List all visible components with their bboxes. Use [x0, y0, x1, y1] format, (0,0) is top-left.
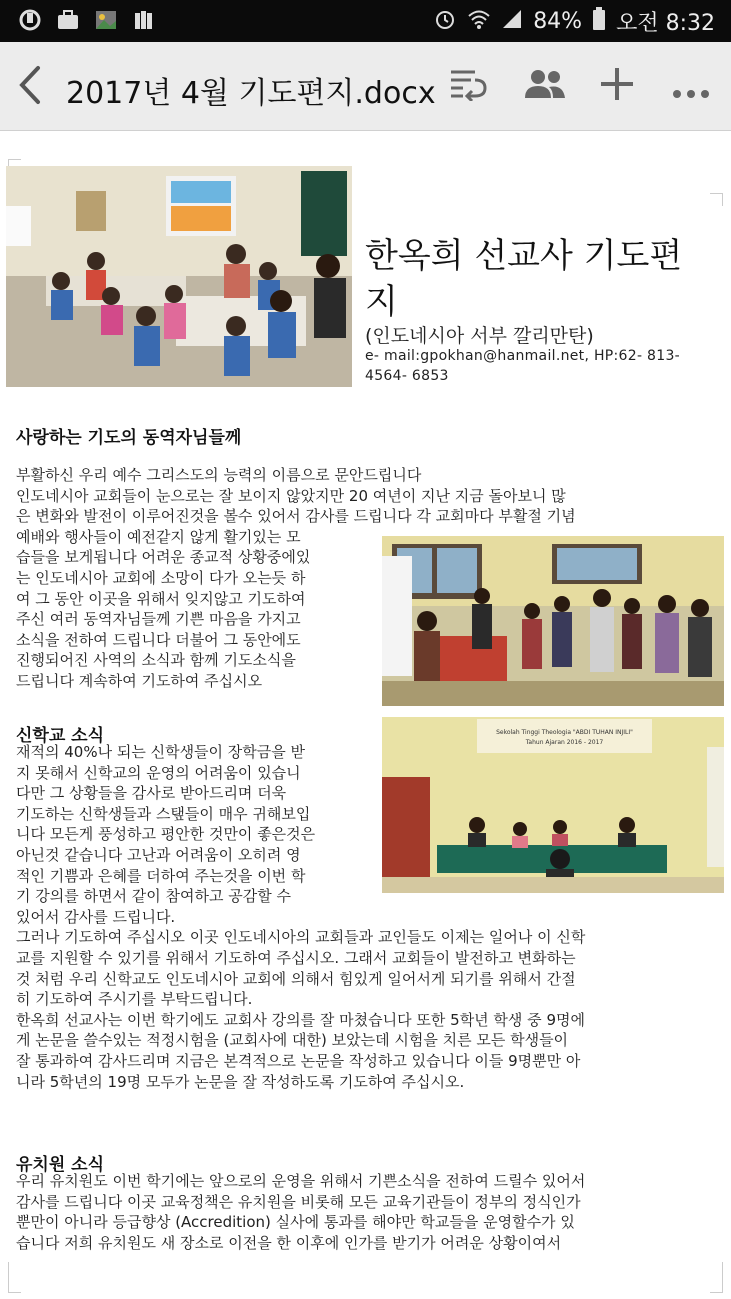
- document-title: 2017년 4월 기도편지.docx: [66, 76, 436, 111]
- text-line: 부활하신 우리 예수 그리스도의 능력의 이름으로 문안드립니다: [16, 466, 422, 484]
- kindergarten-classroom-photo: [6, 166, 352, 387]
- text-line: 은 변화와 발전이 이루어진것을 볼수 있어서 감사를 드립니다 각 교회마다 부활절 기념: [16, 507, 576, 526]
- text-line: 여 그 동안 이곳을 위해서 잊지않고 기도하여: [16, 589, 306, 608]
- text-line: 잘 통과하여 감사드리며 지금은 본격적으로 논문을 작성하고 있습니다 이들 9명뿐만 아: [16, 1051, 581, 1070]
- document-page[interactable]: [0, 131, 731, 1299]
- share-people-button[interactable]: [523, 68, 563, 109]
- text-line: 뿐만이 아니라 등급향상 (Accredition) 실사에 통과를 해야만 학교들을 운영할수가 있: [16, 1213, 575, 1232]
- plus-icon: [599, 66, 635, 102]
- text-line: 기 강의를 하면서 같이 참여하고 공감할 수: [16, 887, 291, 906]
- greeting-heading: 사랑하는 기도의 동역자님들께: [16, 428, 242, 448]
- briefcase-icon: [56, 9, 80, 31]
- seminary-paragraph: [16, 742, 716, 1092]
- text-line: 인도네시아 교회들이 눈으로는 잘 보이지 않았지만 20 여년이 지난 지금 돌아보니 많: [16, 486, 566, 505]
- text-line: 적인 기쁨과 은혜를 더하여 주는것을 이번 학: [16, 866, 306, 885]
- kindergarten-paragraph: [16, 1171, 716, 1253]
- text-line: 지 못해서 신학교의 운영의 어려움이 있습니: [16, 763, 301, 782]
- text-line: 니다 모든게 풍성하고 평안한 것만이 좋은것은: [16, 825, 316, 844]
- app-notification-icon: [18, 9, 42, 31]
- app-bar: [0, 42, 731, 131]
- text-line: 아닌것 같습니다 고난과 어려움이 오히려 영: [16, 845, 301, 864]
- documents-icon: [132, 9, 156, 31]
- text-line: 습니다 저희 유치원도 새 장소로 이전을 한 이후에 인가를 받기가 어려운 상황이여서: [16, 1233, 562, 1252]
- alarm-icon: [433, 7, 457, 37]
- text-line: 교를 지원할 수 있기를 위해서 기도하여 주십시오. 그래서 교회들이 발전하고 변화하는: [16, 948, 576, 967]
- clock: 오전 8:32: [616, 11, 715, 36]
- back-arrow-icon: [14, 64, 44, 106]
- text-line: 는 인도네시아 교회에 소망이 다가 오는듯 하: [16, 568, 306, 587]
- page-corner-mark: [8, 1262, 21, 1293]
- signal-icon: [501, 8, 523, 36]
- text-line: 드립니다 계속하여 기도하여 주십시오: [16, 671, 263, 690]
- text-line: 다만 그 상황들을 감사로 받아드리며 더욱: [16, 784, 287, 803]
- seminary-heading: 신학교 소식: [16, 726, 105, 746]
- text-line: 니라 5학년의 19명 모두가 논문을 잘 작성하도록 기도하여 주십시오.: [16, 1072, 465, 1091]
- back-button[interactable]: [14, 64, 44, 113]
- text-line: 히 기도하여 주시기를 부탁드립니다.: [16, 990, 253, 1009]
- text-line: 재적의 40%나 되는 신학생들이 장학금을 받: [16, 743, 306, 761]
- text-line: 기도하는 신학생들과 스탶들이 매우 귀해보입: [16, 804, 311, 823]
- battery-icon: [592, 7, 606, 37]
- gallery-icon: [94, 9, 118, 31]
- add-button[interactable]: [597, 66, 637, 111]
- text-line: 그러나 기도하여 주십시오 이곳 인도네시아의 교회들과 교인들도 이제는 일어나 이 신학: [16, 928, 586, 947]
- page-corner-mark: [710, 1262, 723, 1293]
- status-bar: [0, 0, 731, 42]
- text-line: 습들을 보게됩니다 어려운 종교적 상황중에있: [16, 548, 311, 567]
- contact-info: e- mail:gpokhan@hanmail.net, HP:62- 813- 4564- 6853: [365, 348, 681, 384]
- text-line: 예배와 행사들이 예전같지 않게 활기있는 모: [16, 527, 301, 546]
- photo-banner-text: Sekolah Tinggi Theologia "ABDI TUHAN INJILI": [496, 729, 633, 736]
- text-line: 우리 유치원도 이번 학기에는 앞으로의 운영을 위해서 기쁜소식을 전하여 드릴수 있어서: [16, 1172, 586, 1190]
- text-line: 주신 여러 동역자님들께 기쁜 마음을 가지고: [16, 610, 301, 629]
- church-service-photo: [382, 536, 724, 706]
- kindergarten-heading: 유치원 소식: [16, 1155, 105, 1175]
- reflow-icon: [449, 67, 489, 101]
- reflow-view-button[interactable]: [449, 67, 489, 110]
- more-options-button[interactable]: [671, 69, 711, 109]
- more-dots-icon: [671, 88, 711, 100]
- people-icon: [523, 68, 567, 100]
- text-line: 것 처럼 우리 신학교도 인도네시아 교회에 의해서 힘있게 일어서게 되기를 위해서 간절: [16, 969, 576, 988]
- photo-banner-text: Tahun Ajaran 2016 - 2017: [525, 739, 604, 746]
- text-line: 있어서 감사를 드립니다.: [16, 907, 176, 926]
- letter-subtitle: (인도네시아 서부 깔리만탄): [365, 325, 594, 347]
- text-line: 감사를 드립니다 이곳 교육정책은 유치원을 비롯해 모든 교육기관들이 정부의 정식인가: [16, 1192, 581, 1211]
- text-line: 진행되어진 사역의 소식과 함께 기도소식을: [16, 651, 296, 670]
- text-line: 한옥희 선교사는 이번 학기에도 교회사 강의를 잘 마쳤습니다 또한 5학년 학생 중 9명에: [16, 1010, 585, 1029]
- page-corner-mark: [710, 193, 723, 206]
- battery-percent: 84%: [533, 9, 583, 34]
- text-line: 소식을 전하여 드립니다 더불어 그 동안에도: [16, 630, 301, 649]
- wifi-icon: [467, 8, 491, 36]
- letter-title: 한옥희 선교사 기도편지: [365, 236, 683, 322]
- text-line: 게 논문을 쓸수있는 적정시험을 (교회사에 대한) 보았는데 시험을 치른 모든 학생들이: [16, 1031, 569, 1050]
